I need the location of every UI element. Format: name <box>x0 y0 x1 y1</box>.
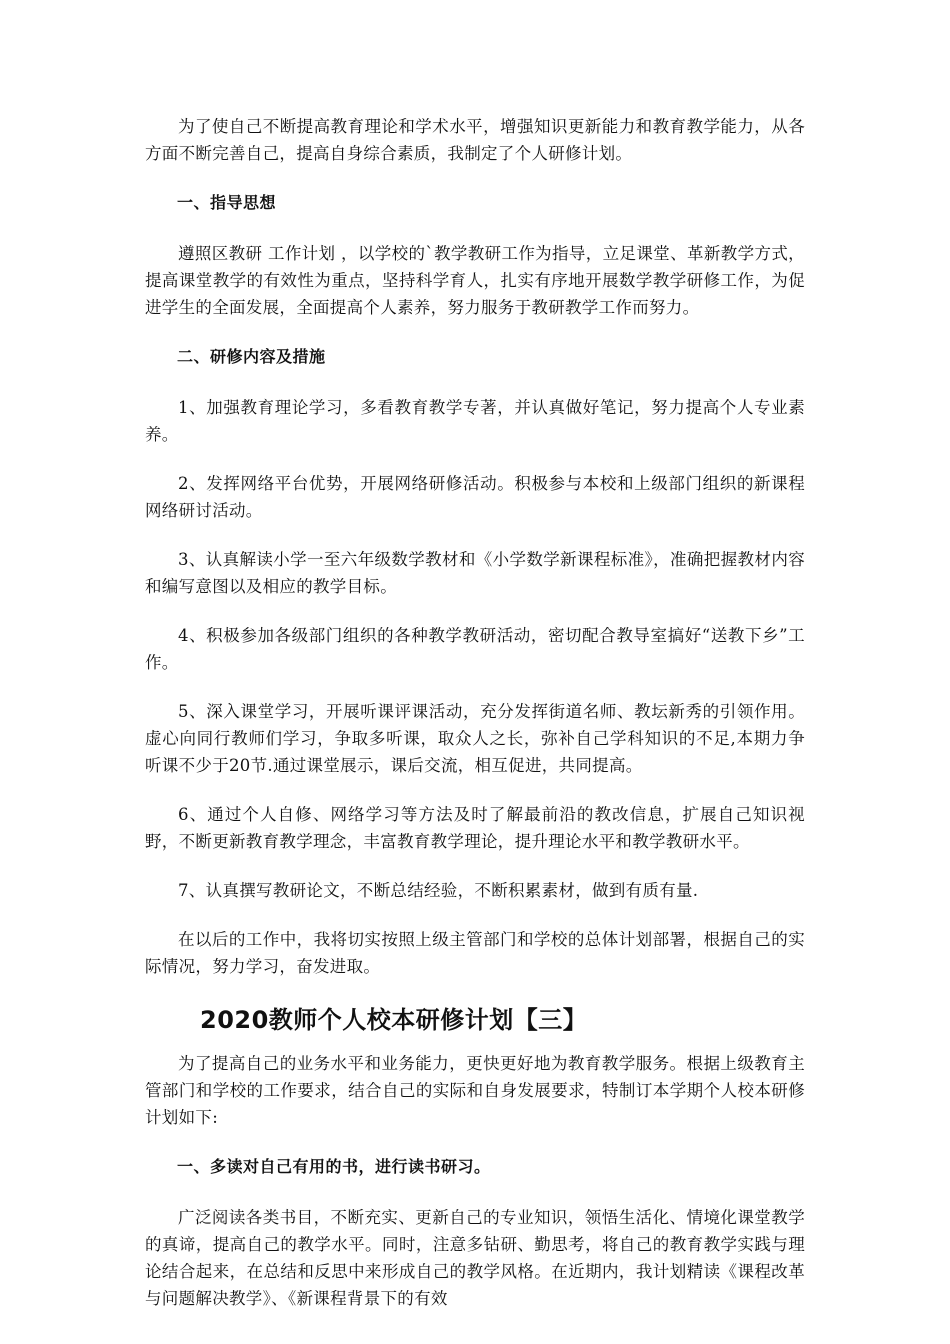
list-item: 1、加强教育理论学习，多看教育教学专著，并认真做好笔记，努力提高个人专业素养。 <box>145 398 805 444</box>
list-item: 3、认真解读小学一至六年级数学教材和《小学数学新课程标准》，准确把握教材内容和编写意图以及相应的教学目标。 <box>145 550 805 596</box>
closing-paragraph: 在以后的工作中，我将切实按照上级主管部门和学校的总体计划部署，根据自己的实际情况，努力学习，奋发进取。 <box>145 930 805 976</box>
list-item: 2、发挥网络平台优势，开展网络研修活动。积极参与本校和上级部门组织的新课程网络研讨活动。 <box>145 474 805 520</box>
section-intro-paragraph: 为了提高自己的业务水平和业务能力，更快更好地为教育教学服务。根据上级教育主管部门和学校的工作要求，结合自己的实际和自身发展要求，特制订本学期个人校本研修计划如下: <box>145 1054 805 1127</box>
section-title: 2020教师个人校本研修计划【三】 <box>200 1006 588 1034</box>
heading-guiding-ideology: 一、指导思想 <box>177 193 277 212</box>
heading-reading: 一、多读对自己有用的书，进行读书研习。 <box>177 1157 491 1176</box>
reading-paragraph: 广泛阅读各类书目，不断充实、更新自己的专业知识，领悟生活化、情境化课堂教学的真谛，提高自己的教学水平。同时，注意多钻研、勤思考，将自己的教育教学实践与理论结合起来，在总结和反思中来形成自己的教学风格。在近期内，我计划精读《课程改革与问题解决教学》、《新课程背景下的有效 <box>145 1208 805 1308</box>
list-item: 4、积极参加各级部门组织的各种教学教研活动，密切配合教导室搞好“送教下乡”工作。 <box>145 626 805 672</box>
intro-paragraph: 为了使自己不断提高教育理论和学术水平，增强知识更新能力和教育教学能力，从各方面不断完善自己，提高自身综合素质，我制定了个人研修计划。 <box>145 117 805 163</box>
list-item: 5、深入课堂学习，开展听课评课活动，充分发挥街道名师、教坛新秀的引领作用。虚心向同行教师们学习，争取多听课，取众人之长，弥补自己学科知识的不足,本期力争听课不少于20节.通过课堂展示，课后交流，相互促进，共同提高。 <box>145 702 805 775</box>
guiding-ideology-paragraph: 遵照区教研 工作计划 ，以学校的`教学教研工作为指导，立足课堂、革新教学方式，提高课堂教学的有效性为重点，坚持科学育人，扎实有序地开展数学教学研修工作，为促进学生的全面发展，全面提高个人素养，努力服务于教研教学工作而努力。 <box>145 244 805 317</box>
heading-content-and-measures: 二、研修内容及措施 <box>177 347 326 366</box>
list-item: 7、认真撰写教研论文，不断总结经验，不断积累素材，做到有质有量. <box>178 881 699 900</box>
list-item: 6、通过个人自修、网络学习等方法及时了解最前沿的教改信息，扩展自己知识视野，不断更新教育教学理念，丰富教育教学理论，提升理论水平和教学教研水平。 <box>145 805 805 851</box>
document-body <box>145 113 805 1312</box>
